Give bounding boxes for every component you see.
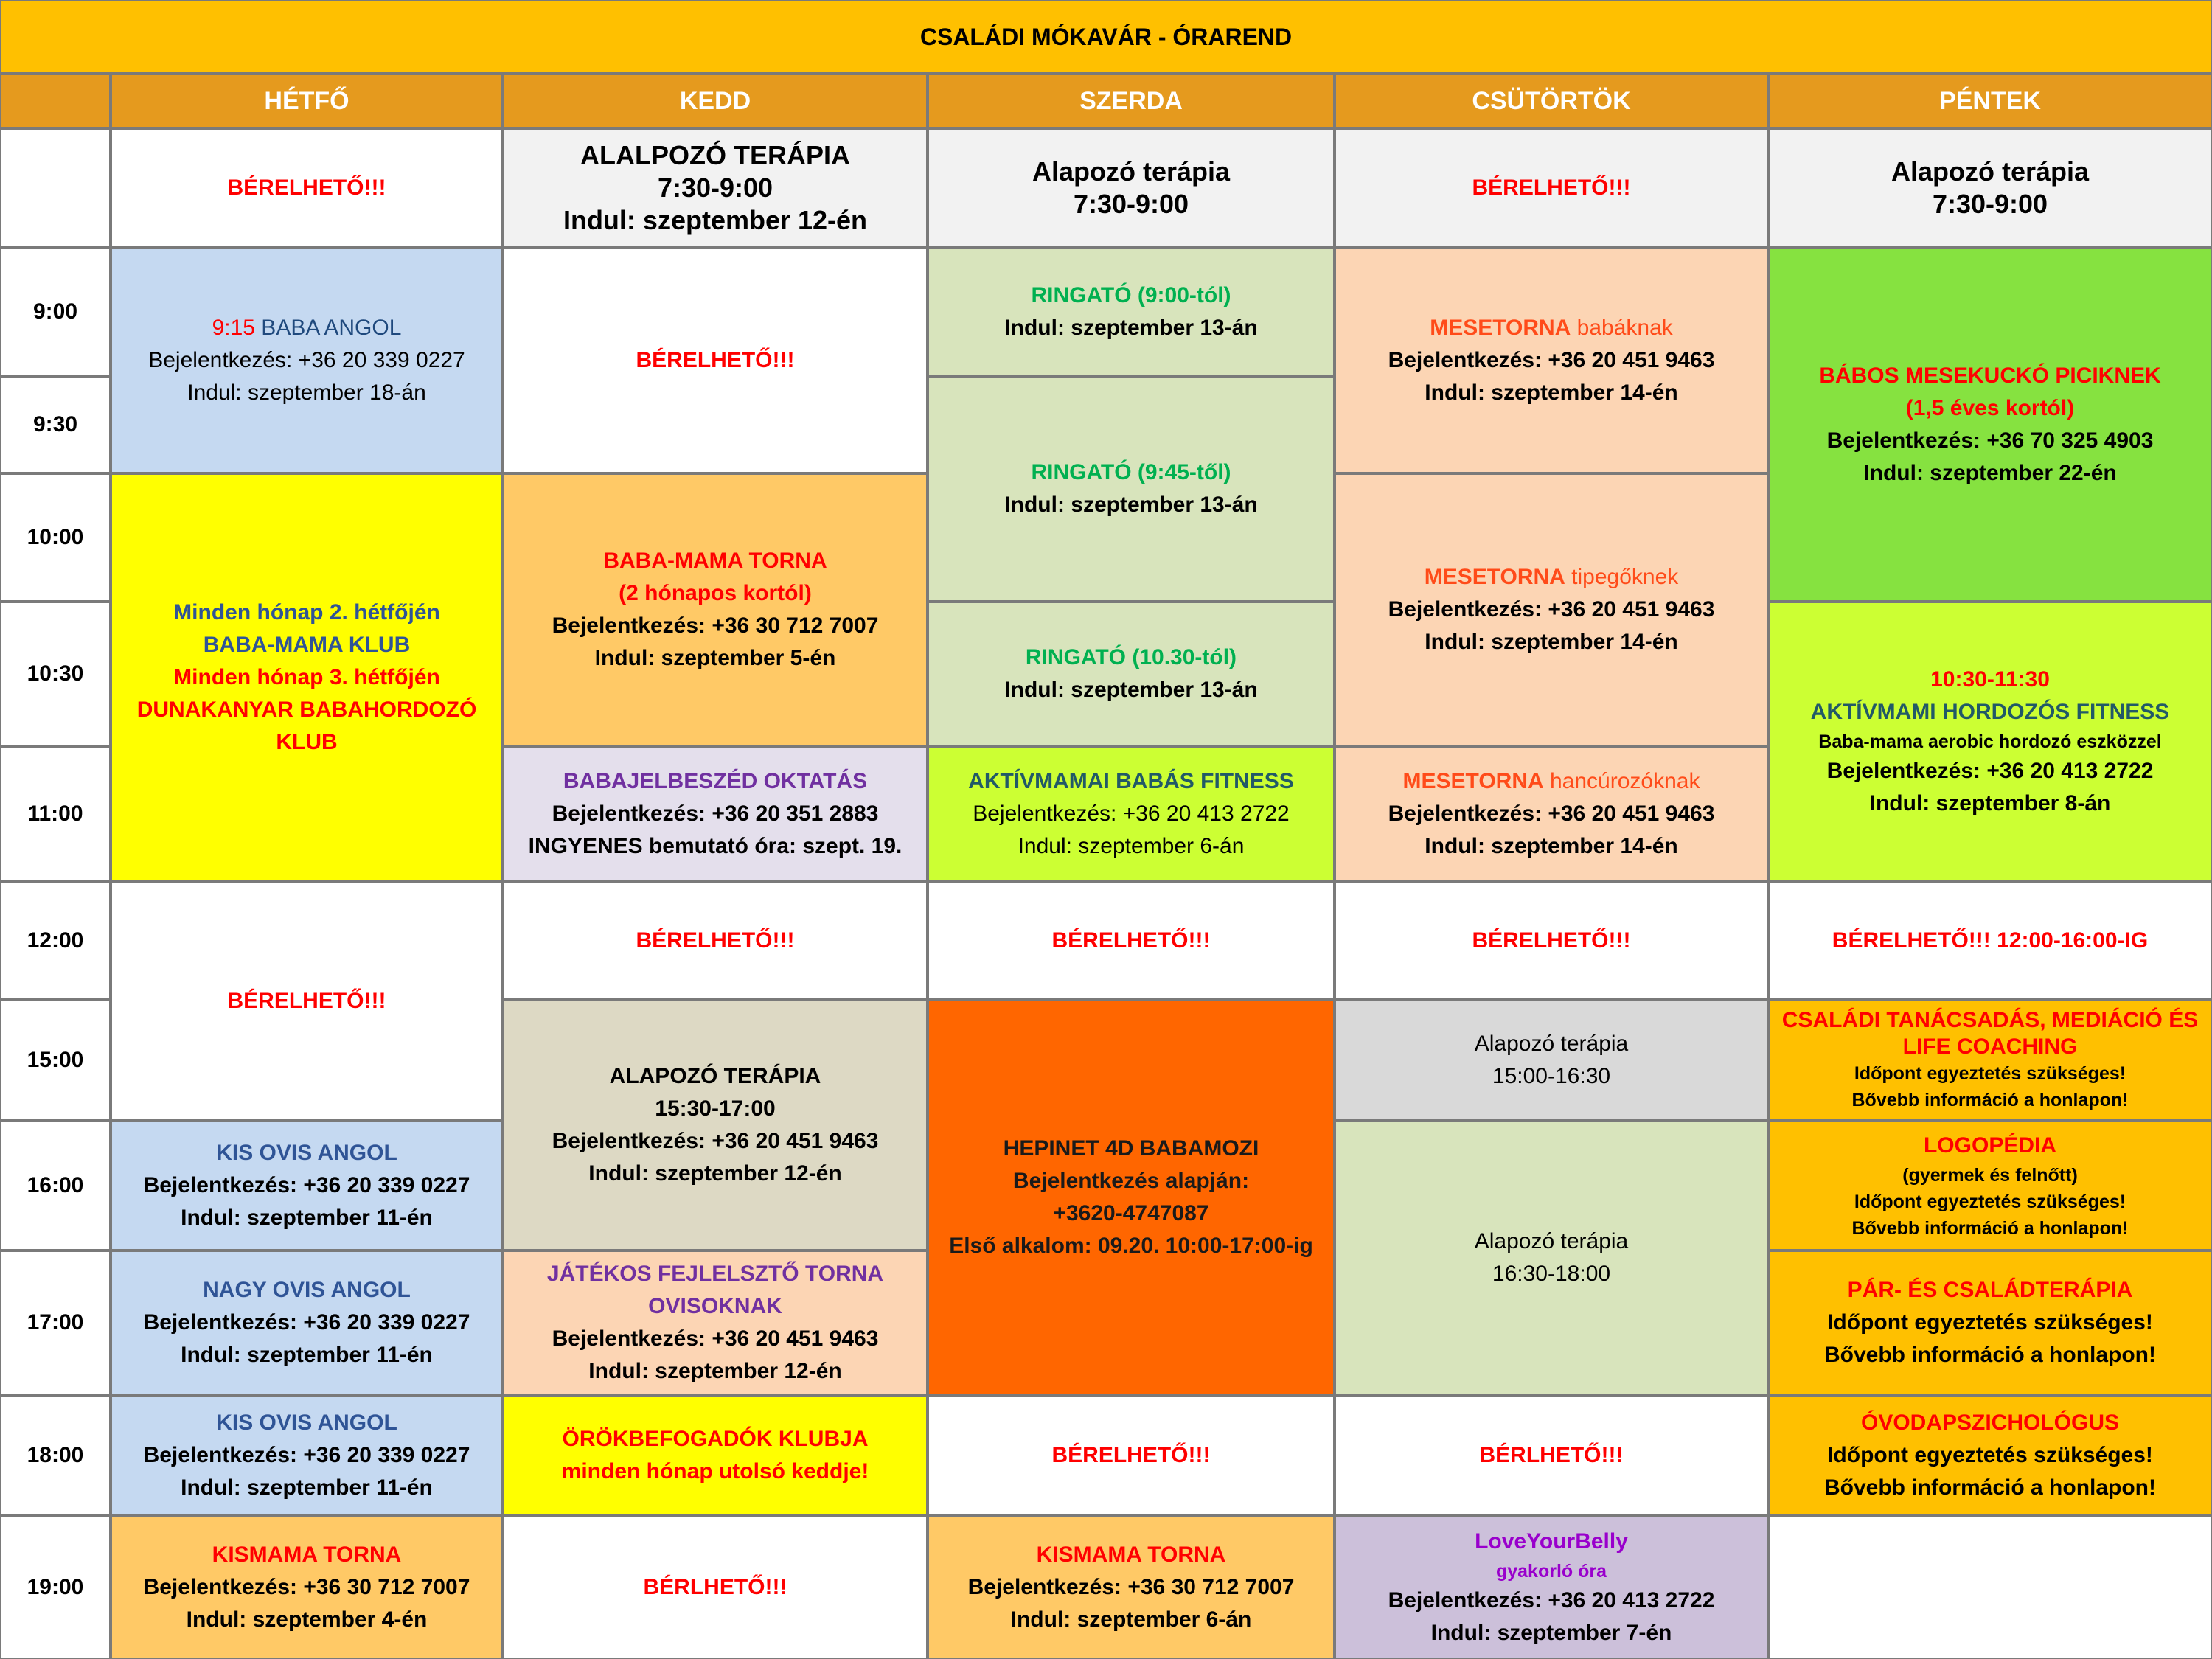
- tue-baba-mama-torna: [503, 473, 928, 746]
- cell-text: tipegőknek: [1565, 565, 1679, 589]
- cell-text: Bővebb információ a honlapon!: [1851, 1090, 2129, 1110]
- cell-text: KEDD: [679, 87, 751, 115]
- header-corner: [0, 74, 111, 128]
- cell-text: Indul: szeptember 13-án: [1004, 316, 1258, 340]
- cell-text: BÉRELHETŐ!!!: [1472, 928, 1631, 953]
- cell-text: Bejelentkezés: +36 20 339 0227: [143, 1310, 470, 1335]
- cell-text: LoveYourBelly: [1475, 1529, 1628, 1554]
- cell-text: Indul: szeptember 12-én: [588, 1161, 842, 1186]
- cell-text: Minden hónap 2. hétfőjén: [173, 600, 440, 625]
- cell-text: RINGATÓ (10.30-tól): [1025, 645, 1237, 669]
- cell-text: BABAJELBESZÉD OKTATÁS: [563, 769, 868, 793]
- tue-morning-therapy: [503, 128, 928, 248]
- cell-text: Időpont egyeztetés szükséges!: [1854, 1192, 2126, 1212]
- thu-morning-rent: [1335, 128, 1768, 248]
- cell-text: SZERDA: [1079, 87, 1183, 115]
- cell-text: 10:00: [27, 525, 84, 549]
- cell-text: (1,5 éves kortól): [1905, 396, 2075, 420]
- cell-text: 12:00: [27, 928, 84, 953]
- cell-text: Bejelentkezés: +36 20 451 9463: [1388, 597, 1715, 622]
- cell-text: JÁTÉKOS FEJLELSZTŐ TORNA OVISOKNAK: [546, 1262, 884, 1318]
- time-cell: [0, 746, 111, 882]
- day-header-monday: [111, 74, 503, 128]
- cell-text: PÉNTEK: [1939, 87, 2041, 115]
- cell-text: 18:00: [27, 1443, 84, 1467]
- fri-empty: [1768, 1516, 2212, 1659]
- cell-text: Indul: szeptember 14-én: [1425, 380, 1678, 405]
- cell-text: Indul: szeptember 11-én: [181, 1343, 433, 1367]
- cell-text: Időpont egyeztetés szükséges!: [1827, 1310, 2153, 1335]
- cell-text: Indul: szeptember 11-én: [181, 1206, 433, 1230]
- cell-text: 15:00-16:30: [1492, 1064, 1611, 1088]
- thu-mesetorna-hancurozoknak: [1335, 746, 1768, 882]
- mon-morning-rent: [111, 128, 503, 248]
- time-cell: [0, 1516, 111, 1659]
- cell-text: Baba-mama aerobic hordozó eszközzel: [1818, 731, 2162, 752]
- tue-alapozo-terapia: [503, 1000, 928, 1251]
- cell-text: hancúrozóknak: [1543, 769, 1700, 793]
- cell-text: LOGOPÉDIA: [1923, 1133, 2056, 1158]
- cell-text: Bővebb információ a honlapon!: [1823, 1343, 2156, 1367]
- cell-text: Indul: szeptember 13-án: [1004, 678, 1258, 702]
- fri-logopedia: [1768, 1121, 2212, 1251]
- time-cell: [0, 1000, 111, 1121]
- thu-alapozo-terapia-2: [1335, 1121, 1768, 1395]
- cell-text: BÉRELHETŐ!!!: [636, 348, 795, 372]
- cell-text: CSÜTÖRTÖK: [1472, 87, 1631, 115]
- cell-text: minden hónap utolsó keddje!: [561, 1459, 869, 1484]
- cell-text: Indul: szeptember 6-án: [1010, 1607, 1252, 1632]
- cell-text: DUNAKANYAR BABAHORDOZÓ KLUB: [136, 698, 477, 754]
- tue-orokbefogadok-klubja: [503, 1395, 928, 1516]
- wed-rent-1: [928, 882, 1335, 1000]
- cell-text: BÉRELHETŐ!!!: [636, 928, 795, 953]
- cell-text: Bejelentkezés: +36 30 712 7007: [143, 1575, 470, 1599]
- cell-text: Indul: szeptember 14-én: [1425, 834, 1678, 858]
- day-header-wednesday: [928, 74, 1335, 128]
- day-header-friday: [1768, 74, 2212, 128]
- cell-text: 9:15: [212, 316, 255, 340]
- cell-text: Alapozó terápia: [1891, 156, 2090, 187]
- cell-text: 17:00: [27, 1310, 84, 1335]
- cell-text: Indul: szeptember 7-én: [1430, 1621, 1672, 1645]
- day-header-thursday: [1335, 74, 1768, 128]
- cell-text: Bejelentkezés: +36 30 712 7007: [967, 1575, 1295, 1599]
- thu-alapozo-terapia-1: [1335, 1000, 1768, 1121]
- cell-text: INGYENES bemutató óra: szept. 19.: [528, 834, 902, 858]
- cell-text: KISMAMA TORNA: [1036, 1543, 1226, 1567]
- fri-babos-mesekucko: [1768, 248, 2212, 602]
- wed-hepinet-babamozi: [928, 1000, 1335, 1395]
- tue-jatekos-torna: [503, 1251, 928, 1395]
- cell-text: BABA ANGOL: [254, 316, 402, 340]
- time-cell: [0, 882, 111, 1000]
- time-cell: [0, 376, 111, 473]
- cell-text: Bővebb információ a honlapon!: [1851, 1218, 2129, 1239]
- wed-ringato-3: [928, 602, 1335, 746]
- cell-text: 16:00: [27, 1173, 84, 1197]
- cell-text: Alapozó terápia: [1032, 156, 1231, 187]
- wed-rent-2: [928, 1395, 1335, 1516]
- cell-text: Időpont egyeztetés szükséges!: [1827, 1443, 2153, 1467]
- cell-text: MESETORNA: [1402, 769, 1544, 793]
- cell-text: Bejelentkezés: +36 20 413 2722: [1388, 1588, 1715, 1613]
- cell-text: Indul: szeptember 14-én: [1425, 630, 1678, 654]
- fri-morning-therapy: [1768, 128, 2212, 248]
- mon-klub: [111, 473, 503, 882]
- cell-text: Bejelentkezés: +36 20 339 0227: [148, 348, 465, 372]
- cell-text: KIS OVIS ANGOL: [216, 1411, 397, 1435]
- cell-text: CSALÁDI TANÁCSADÁS, MEDIÁCIÓ ÉS LIFE COACHING: [1781, 1008, 2199, 1059]
- time-cell-morning: [0, 128, 111, 248]
- cell-text: PÁR- ÉS CSALÁDTERÁPIA: [1847, 1278, 2133, 1302]
- cell-text: AKTÍVMAMAI BABÁS FITNESS: [968, 769, 1294, 793]
- cell-text: 10:30: [27, 661, 84, 686]
- cell-text: KISMAMA TORNA: [212, 1543, 402, 1567]
- thu-mesetorna-babaknak: [1335, 248, 1768, 473]
- cell-text: (gyermek és felnőtt): [1902, 1165, 2078, 1186]
- mon-kis-ovis-angol-2: [111, 1395, 503, 1516]
- cell-text: 15:00: [27, 1048, 84, 1072]
- cell-text: Indul: szeptember 11-én: [181, 1475, 433, 1500]
- cell-text: Bejelentkezés: +36 20 339 0227: [143, 1173, 470, 1197]
- fri-hordozos-fitness: [1768, 602, 2212, 882]
- wed-ringato-1: [928, 248, 1335, 376]
- fri-rent: [1768, 882, 2212, 1000]
- wed-ringato-2: [928, 376, 1335, 602]
- time-cell: [0, 1121, 111, 1251]
- mon-baba-angol: [111, 248, 503, 473]
- cell-text: Minden hónap 3. hétfőjén: [173, 665, 440, 689]
- cell-text: Bejelentkezés: +36 20 451 9463: [1388, 801, 1715, 826]
- fri-par-es-csaladterapia: [1768, 1251, 2212, 1395]
- fri-ovodapszichologus: [1768, 1395, 2212, 1516]
- cell-text: BÉRLHETŐ!!!: [1479, 1443, 1624, 1467]
- tue-babajelbeszed: [503, 746, 928, 882]
- cell-text: 7:30-9:00: [657, 173, 773, 203]
- cell-text: HÉTFŐ: [264, 87, 349, 115]
- cell-text: Alapozó terápia: [1474, 1229, 1629, 1253]
- cell-text: 9:00: [32, 299, 78, 324]
- thu-mesetorna-tipegoknek: [1335, 473, 1768, 746]
- mon-nagy-ovis-angol: [111, 1251, 503, 1395]
- time-cell: [0, 473, 111, 602]
- cell-text: BÉRELHETŐ!!!: [227, 175, 386, 200]
- cell-text: Bejelentkezés: +36 20 451 9463: [1388, 348, 1715, 372]
- day-header-tuesday: [503, 74, 928, 128]
- cell-text: Indul: szeptember 8-án: [1869, 791, 2111, 815]
- cell-text: ÓVODAPSZICHOLÓGUS: [1860, 1411, 2120, 1435]
- cell-text: BÉRLHETŐ!!!: [643, 1575, 787, 1599]
- tue-rent-3: [503, 1516, 928, 1659]
- cell-text: BABA-MAMA KLUB: [203, 633, 411, 657]
- mon-kis-ovis-angol: [111, 1121, 503, 1251]
- cell-text: [1430, 312, 1673, 344]
- wed-aktivmamai-fitness: [928, 746, 1335, 882]
- cell-text: Bejelentkezés: +36 30 712 7007: [552, 613, 879, 638]
- fri-csaladi-tanacsadas: [1768, 1000, 2212, 1121]
- cell-text: [1425, 561, 1679, 594]
- cell-text: BÉRELHETŐ!!!: [1472, 175, 1631, 200]
- cell-text: Indul: szeptember 18-án: [187, 380, 426, 405]
- cell-text: 7:30-9:00: [1073, 189, 1189, 219]
- cell-text: Bejelentkezés alapján:: [1012, 1169, 1250, 1193]
- title-text: CSALÁDI MÓKAVÁR - ÓRAREND: [919, 24, 1293, 50]
- cell-text: 19:00: [27, 1575, 84, 1599]
- cell-text: KIS OVIS ANGOL: [216, 1141, 397, 1165]
- cell-text: babáknak: [1571, 316, 1673, 340]
- cell-text: Bejelentkezés: +36 70 325 4903: [1826, 428, 2154, 453]
- cell-text: RINGATÓ (9:45-től): [1031, 460, 1231, 484]
- wed-morning-therapy: [928, 128, 1335, 248]
- page-title: [0, 0, 2212, 74]
- cell-text: Időpont egyeztetés szükséges!: [1854, 1063, 2126, 1084]
- thu-loveyourbelly: [1335, 1516, 1768, 1659]
- cell-text: Bejelentkezés: +36 20 339 0227: [143, 1443, 470, 1467]
- time-cell: [0, 248, 111, 376]
- cell-text: 7:30-9:00: [1932, 189, 2048, 219]
- tue-rent-1: [503, 248, 928, 473]
- time-cell: [0, 1395, 111, 1516]
- cell-text: Indul: szeptember 13-án: [1004, 493, 1258, 517]
- cell-text: BÉRELHETŐ!!!: [1051, 928, 1211, 953]
- cell-text: AKTÍVMAMI HORDOZÓS FITNESS: [1810, 700, 2170, 724]
- cell-text: RINGATÓ (9:00-tól): [1031, 283, 1231, 307]
- mon-kismama-torna: [111, 1516, 503, 1659]
- cell-text: Bejelentkezés: +36 20 413 2722: [973, 801, 1290, 826]
- cell-text: Bejelentkezés: +36 20 413 2722: [1826, 759, 2154, 783]
- cell-text: Indul: szeptember 12-én: [563, 205, 868, 235]
- cell-text: [1403, 765, 1700, 798]
- cell-text: 10:30-11:30: [1930, 667, 2050, 692]
- thu-rent-2: [1335, 1395, 1768, 1516]
- time-cell: [0, 602, 111, 746]
- cell-text: NAGY OVIS ANGOL: [203, 1278, 411, 1302]
- cell-text: BÉRELHETŐ!!! 12:00-16:00-IG: [1832, 928, 2149, 953]
- cell-text: Indul: szeptember 5-én: [594, 646, 836, 670]
- cell-text: 16:30-18:00: [1492, 1262, 1611, 1286]
- cell-text: ÖRÖKBEFOGADÓK KLUBJA: [562, 1427, 869, 1451]
- cell-text: Bejelentkezés: +36 20 351 2883: [552, 801, 879, 826]
- cell-text: BÁBOS MESEKUCKÓ PICIKNEK: [1819, 364, 2161, 388]
- cell-text: Első alkalom: 09.20. 10:00-17:00-ig: [949, 1234, 1313, 1258]
- cell-text: [212, 312, 402, 344]
- cell-text: ALALPOZÓ TERÁPIA: [580, 140, 850, 170]
- tue-rent-2: [503, 882, 928, 1000]
- cell-text: MESETORNA: [1430, 316, 1571, 340]
- time-cell: [0, 1251, 111, 1395]
- cell-text: 15:30-17:00: [655, 1096, 776, 1121]
- cell-text: Bővebb információ a honlapon!: [1823, 1475, 2156, 1500]
- cell-text: Indul: szeptember 4-én: [186, 1607, 428, 1632]
- cell-text: Indul: szeptember 12-én: [588, 1359, 842, 1383]
- cell-text: 9:30: [32, 412, 78, 437]
- cell-text: Bejelentkezés: +36 20 451 9463: [552, 1129, 879, 1153]
- cell-text: HEPINET 4D BABAMOZI: [1003, 1136, 1259, 1161]
- cell-text: BÉRELHETŐ!!!: [227, 989, 386, 1013]
- cell-text: Bejelentkezés: +36 20 451 9463: [552, 1326, 879, 1351]
- cell-text: Indul: szeptember 6-án: [1018, 834, 1245, 858]
- cell-text: ALAPOZÓ TERÁPIA: [609, 1064, 821, 1088]
- wed-kismama-torna: [928, 1516, 1335, 1659]
- cell-text: +3620-4747087: [1053, 1201, 1209, 1225]
- cell-text: Indul: szeptember 22-én: [1863, 461, 2117, 485]
- cell-text: 11:00: [27, 801, 83, 826]
- mon-rent: [111, 882, 503, 1121]
- thu-rent-1: [1335, 882, 1768, 1000]
- cell-text: (2 hónapos kortól): [619, 581, 812, 605]
- cell-text: BÉRELHETŐ!!!: [1051, 1443, 1211, 1467]
- cell-text: Alapozó terápia: [1474, 1032, 1629, 1056]
- cell-text: BABA-MAMA TORNA: [603, 549, 827, 573]
- cell-text: MESETORNA: [1424, 565, 1565, 589]
- cell-text: gyakorló óra: [1495, 1561, 1607, 1582]
